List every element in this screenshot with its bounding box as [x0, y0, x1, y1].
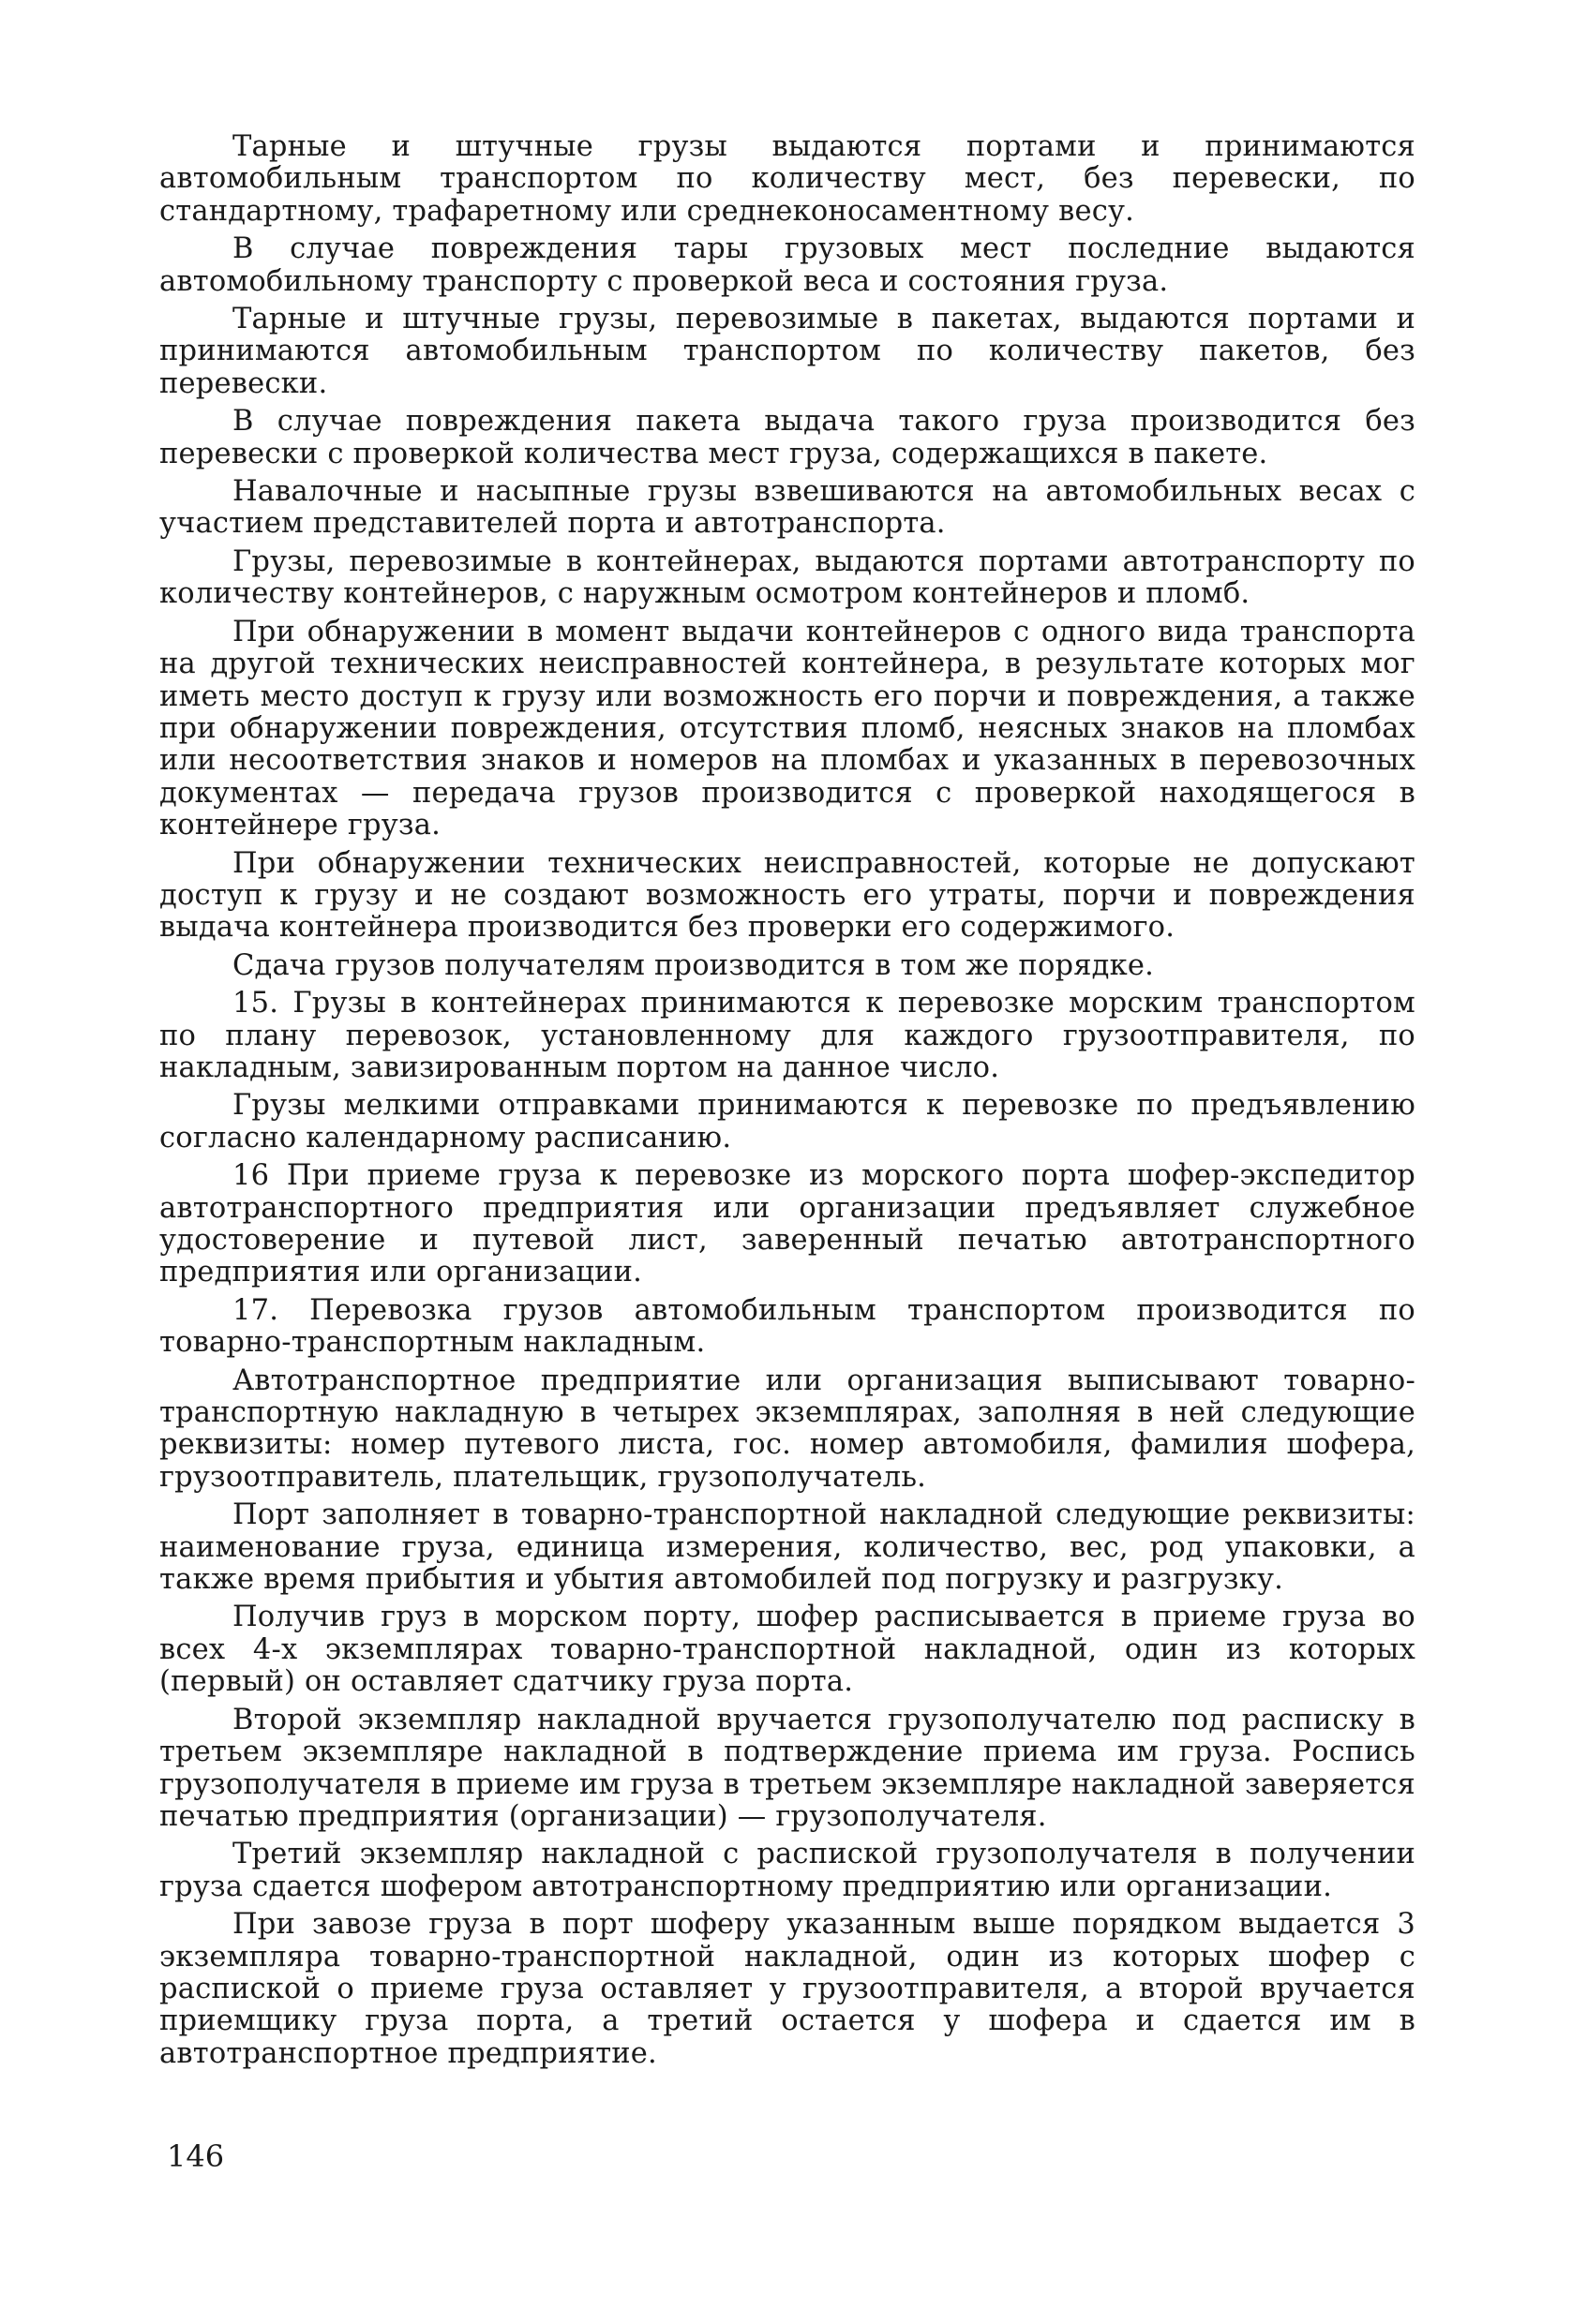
document-page [159, 131, 1415, 2076]
page-number: 146 [167, 2138, 225, 2174]
paragraph-13: 17. Перевозка грузов автомобильным транспортом производится по товарно-транспортным накладным. [159, 1293, 1415, 1360]
paragraph-1: Тарные и штучные грузы выдаются портами и принимаются автомобильным транспортом по количеству мест, без перевески, по стандартному, трафаретному или среднеконосаментному весу. [159, 130, 1415, 228]
paragraph-16: Получив груз в морском порту, шофер расписывается в приеме груза во всех 4-х экземплярах товарно-транспортной накладной, один из которых (первый) он оставляет сдатчику груза порта. [159, 1601, 1415, 1699]
paragraph-19: При завозе груза в порт шоферу указанным выше порядком выдается 3 экземпляра товарно-транспортной накладной, один из которых шофер с распиской о приеме груза оставляет у грузоотправителя, а второй вручается приемщику груза порта, а третий остается у шофера и сдается им в автотранспортное предприятие. [159, 1908, 1415, 2070]
paragraph-11: Грузы мелкими отправками принимаются к перевозке по предъявлению согласно календарному расписанию. [159, 1089, 1415, 1155]
paragraph-3: Тарные и штучные грузы, перевозимые в пакетах, выдаются портами и принимаются автомобильным транспортом по количеству пакетов, без перевески. [159, 303, 1415, 400]
paragraph-18: Третий экземпляр накладной с распиской грузополучателя в получении груза сдается шофером автотранспортному предприятию или организации. [159, 1838, 1415, 1903]
paragraph-9: Сдача грузов получателям производится в том же порядке. [232, 948, 1155, 982]
paragraph-14: Автотранспортное предприятие или организация выписывают товарно-транспортную накладную в четырех экземплярах, заполняя в ней следующие реквизиты: номер путевого листа, гос. номер автомобиля, фамилия шофера, грузоотправитель, плательщик, грузополучатель. [159, 1363, 1415, 1494]
paragraph-5: Навалочные и насыпные грузы взвешиваются на автомобильных весах с участием представителей порта и автотранспорта. [159, 475, 1415, 541]
paragraph-15: Порт заполняет в товарно-транспортной накладной следующие реквизиты: наименование груза, единица измерения, количество, вес, род упаковки, а также время прибытия и убытия автомобилей под погрузку и разгрузку. [159, 1498, 1415, 1597]
paragraph-8: При обнаружении технических неисправностей, которые не допускают доступ к грузу и не создают возможность его утраты, порчи и повреждения выдача контейнера производится без проверки его содержимого. [159, 846, 1415, 945]
paragraph-17: Второй экземпляр накладной вручается грузополучателю под расписку в третьем экземпляре накладной в подтверждение приема им груза. Роспись грузополучателя в приеме им груза в третьем экземпляре накладной заверяется печатью предприятия (организации) — грузополучателя. [159, 1703, 1415, 1833]
paragraph-10: 15. Грузы в контейнерах принимаются к перевозке морским транспортом по плану перевозок, установленному для каждого грузоотправителя, по накладным, завизированным портом на данное число. [159, 987, 1415, 1084]
paragraph-2: В случае повреждения тары грузовых мест последние выдаются автомобильному транспорту с проверкой веса и состояния груза. [159, 232, 1415, 298]
paragraph-4: В случае повреждения пакета выдача такого груза производится без перевески с проверкой количества мест груза, содержащихся в пакете. [159, 405, 1415, 470]
paragraph-7: При обнаружении в момент выдачи контейнеров с одного вида транспорта на другой технических неисправностей контейнера, в результате которых мог иметь место доступ к грузу или возможность его порчи и повреждения, а также при обнаружении повреждения, отсутствия пломб, неясных знаков на пломбах или несоответствия знаков и номеров на пломбах и указанных в перевозочных документах — передача грузов производится с проверкой находящегося в контейнере груза. [159, 615, 1415, 842]
paragraph-12: 16 При приеме груза к перевозке из морского порта шофер-экспедитор автотранспортного предприятия или организации предъявляет служебное удостоверение и путевой лист, заверенный печатью автотранспортного предприятия или организации. [159, 1159, 1415, 1289]
paragraph-6: Грузы, перевозимые в контейнерах, выдаются портами автотранспорту по количеству контейнеров, с наружным осмотром контейнеров и пломб. [159, 544, 1415, 611]
